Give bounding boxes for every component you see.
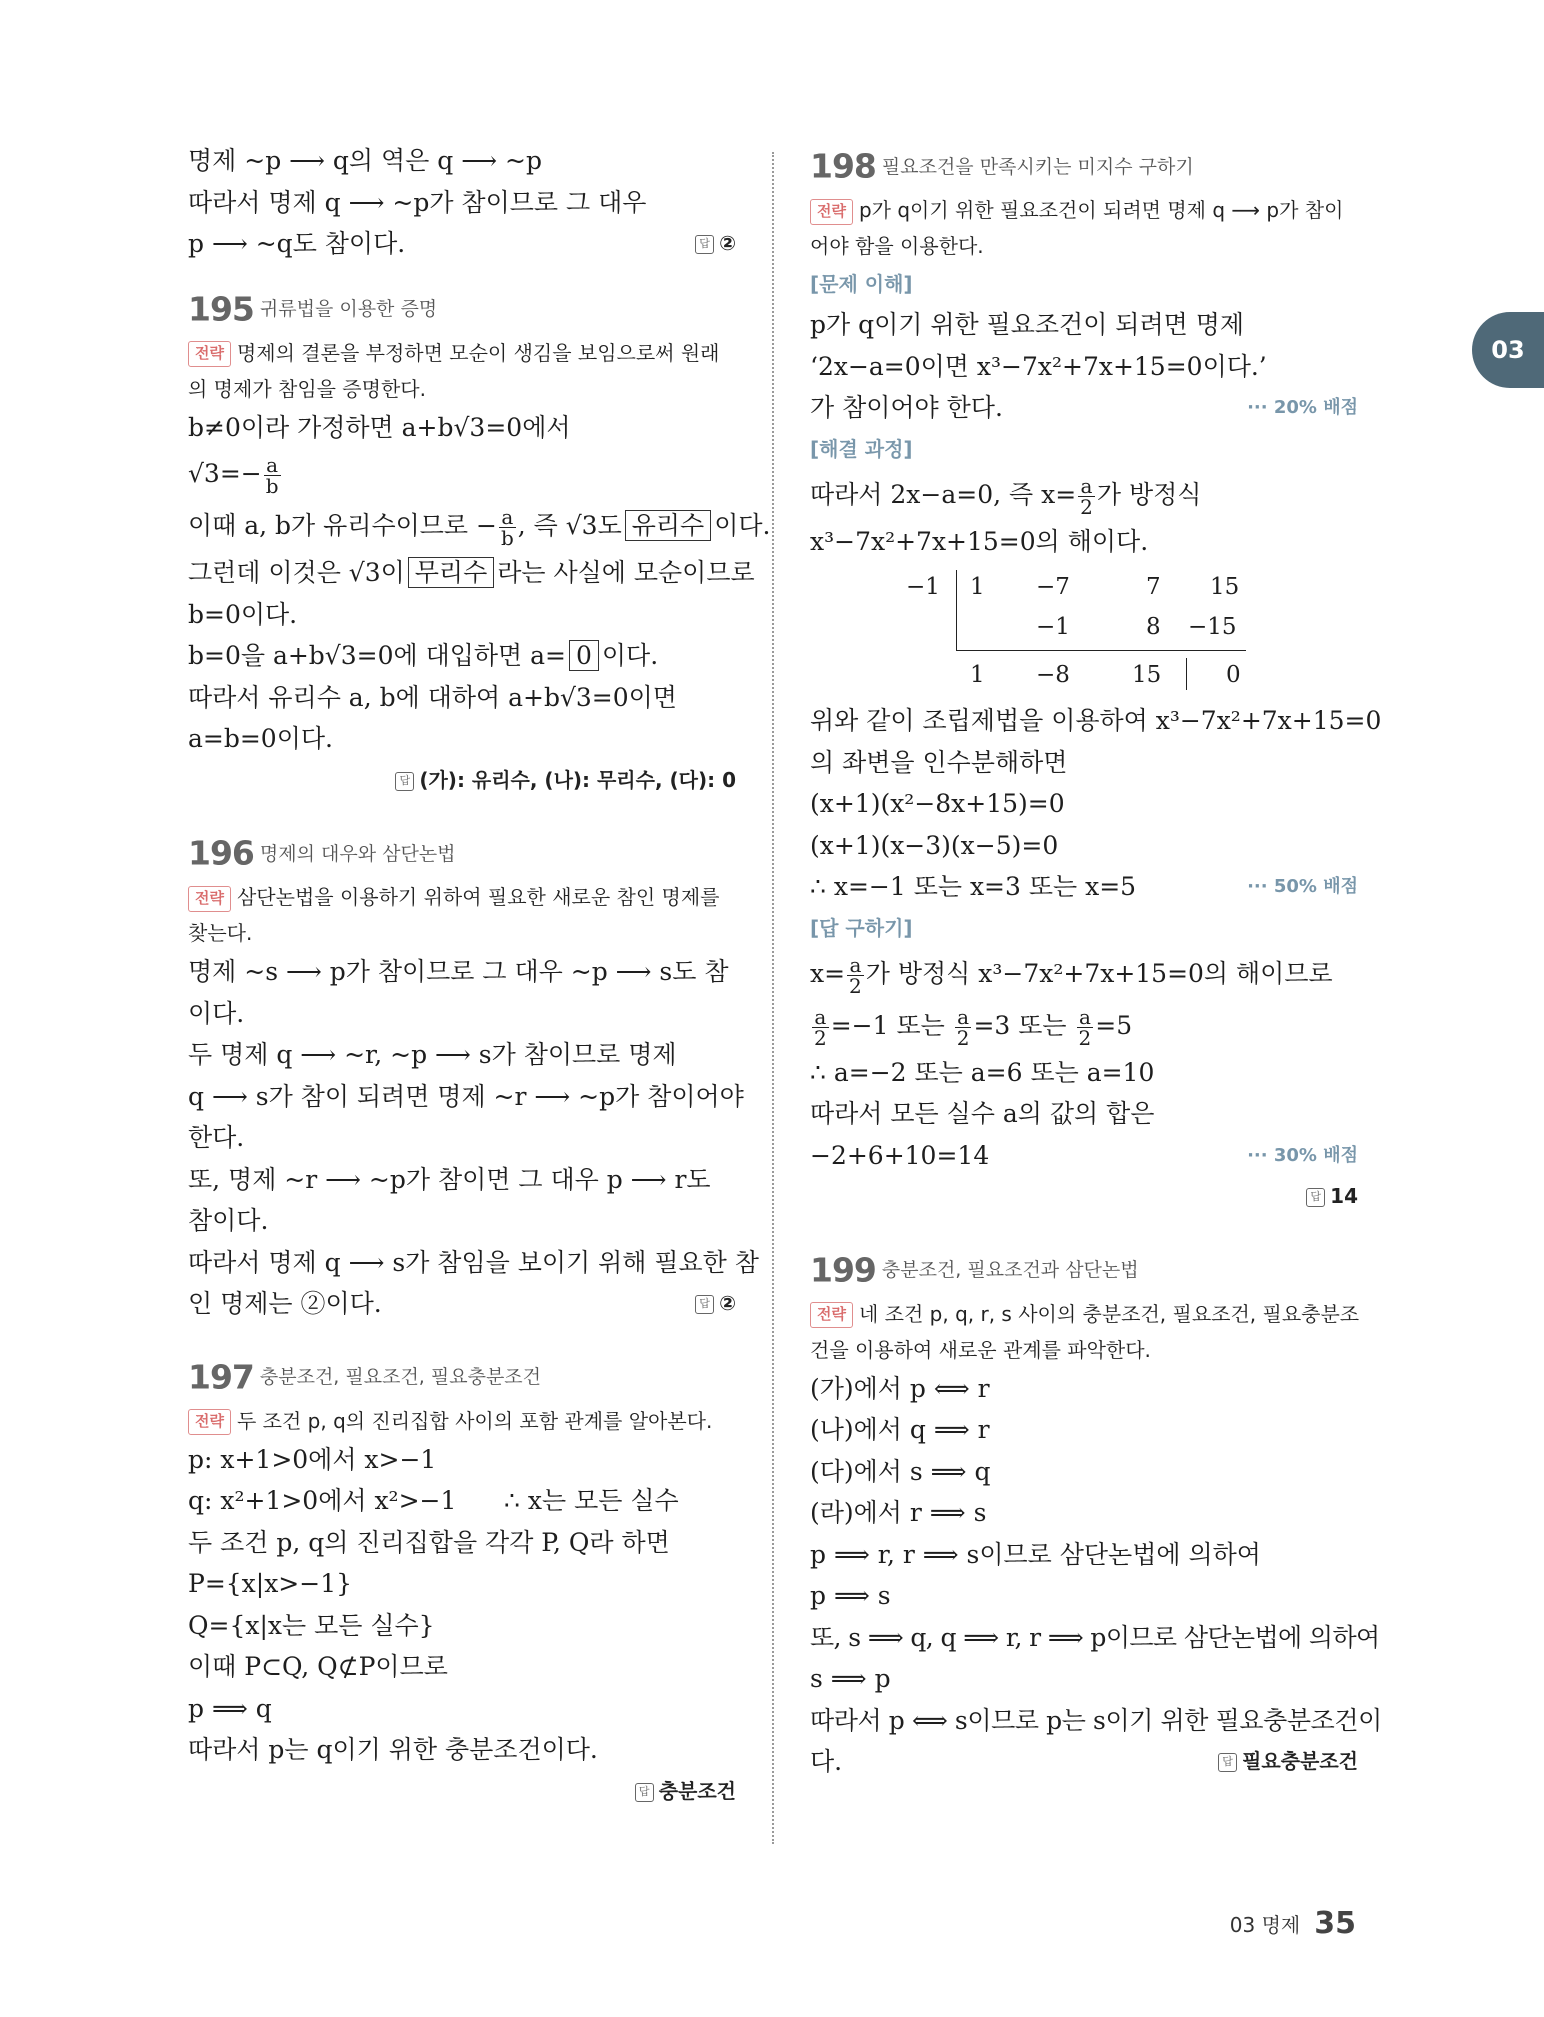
text-line: 이때 a, b가 유리수이므로 − $\frac{a}{b}$ , 즉 √3도 유리수 이다. <box>188 505 771 550</box>
subheading: [답 구하기] <box>810 915 913 940</box>
text-line: 따라서 p ⟺ s이므로 p는 s이기 위한 필요충분조건이 <box>810 1705 1382 1735</box>
text-line: s ⟹ p <box>810 1664 891 1693</box>
text-line: (x+1)(x²−8x+15)=0 <box>810 789 1065 818</box>
text-line: p가 q이기 위한 필요조건이 되려면 명제 <box>810 310 1244 339</box>
left-column <box>188 140 771 1812</box>
text-line: P={x|x>−1} <box>188 1569 353 1598</box>
text-line: 명제 ~s ⟶ p가 참이므로 그 대우 ~p ⟶ s도 참 <box>188 957 729 986</box>
strategy-badge: 전략 <box>188 886 231 912</box>
fraction: $\frac{a}{2}$ <box>1078 1004 1092 1050</box>
section-header-197: 197 충분조건, 필요조건, 필요충분조건 <box>188 1357 542 1396</box>
text-line: x= $\frac{a}{2}$ 가 방정식 x³−7x²+7x+15=0의 해이므로 <box>810 952 1333 998</box>
synth-cell: 15 <box>1132 662 1162 688</box>
answer-line <box>188 1771 736 1813</box>
text-line: 위와 같이 조립제법을 이용하여 x³−7x²+7x+15=0 <box>810 706 1382 735</box>
answer-marker: 답 14 <box>1306 1176 1358 1218</box>
blank-box: 유리수 <box>625 510 711 541</box>
synth-cell: 0 <box>1226 662 1241 688</box>
strategy-badge: 전략 <box>188 341 231 367</box>
strategy-line: 전략 두 조건 p, q의 진리집합 사이의 포함 관계를 알아본다. <box>188 1403 736 1439</box>
section-header-198: 198 필요조건을 만족시키는 미지수 구하기 <box>810 146 1194 186</box>
text-line: 또, 명제 ~r ⟶ ~p가 참이면 그 대우 p ⟶ r도 <box>188 1164 711 1194</box>
text-line: 참이다. <box>188 1206 269 1235</box>
section-header-195: 195 귀류법을 이용한 증명 <box>188 289 438 328</box>
answer-icon: 답 <box>395 772 414 791</box>
answer-marker: 답 ② <box>695 1283 736 1325</box>
text-line: −2+6+10=14 ··· 30% 배점 <box>810 1135 1358 1177</box>
text-line: 인 명제는 ②이다. 답 ② <box>188 1283 736 1325</box>
text-line: 이다. <box>188 998 245 1028</box>
answer-marker: 답 (가): 유리수, (나): 무리수, (다): 0 <box>395 760 736 802</box>
text-line: (라)에서 r ⟹ s <box>810 1498 987 1527</box>
section-header-196: 196 명제의 대우와 삼단논법 <box>188 833 456 873</box>
text-line: 따라서 p는 q이기 위한 충분조건이다. <box>188 1735 598 1764</box>
text-line: 따라서 2x−a=0, 즉 x= $\frac{a}{2}$ 가 방정식 <box>810 473 1202 519</box>
synth-cell: 7 <box>1146 574 1161 600</box>
text-line: ‘2x−a=0이면 x³−7x²+7x+15=0이다.’ <box>810 351 1267 381</box>
text-line: (다)에서 s ⟹ q <box>810 1456 991 1486</box>
text-line: 따라서 명제 q ⟶ ~p가 참이므로 그 대우 <box>188 187 647 217</box>
strategy-line: 전략 p가 q이기 위한 필요조건이 되려면 명제 q ⟶ p가 참이 <box>810 192 1358 228</box>
text-line: 이때 P⊂Q, Q⊄P이므로 <box>188 1652 448 1681</box>
text-line: 또, s ⟹ q, q ⟹ r, r ⟹ p이므로 삼단논법에 의하여 <box>810 1622 1380 1652</box>
answer-icon: 답 <box>695 235 714 254</box>
answer-line <box>188 760 736 802</box>
answer-line <box>810 1176 1358 1218</box>
text-line: 의 좌변을 인수분해하면 <box>810 747 1068 777</box>
text-line: 따라서 모든 실수 a의 값의 합은 <box>810 1099 1155 1128</box>
text-line: p: x+1>0에서 x>−1 <box>188 1444 437 1474</box>
answer-icon: 답 <box>1218 1753 1237 1772</box>
fraction: $\frac{a}{2}$ <box>814 1004 827 1050</box>
text-line: 가 참이어야 한다. ··· 20% 배점 <box>810 387 1358 429</box>
text-line: a=b=0이다. <box>188 724 333 753</box>
score-note: ··· 50% 배점 <box>1247 876 1358 897</box>
text-line: $\frac{a}{2}$ =−1 또는 $\frac{a}{2}$ =3 또는 $\frac{a}{2}$ =5 <box>814 1004 1133 1050</box>
strategy-badge: 전략 <box>188 1409 231 1435</box>
synthetic-division <box>810 566 1358 694</box>
text-line: 그런데 이것은 √3이 무리수 라는 사실에 모순이므로 <box>188 558 755 587</box>
text-line: q: x²+1>0에서 x²>−1 ∴ x는 모든 실수 <box>188 1486 679 1515</box>
synth-cell: 1 <box>970 662 985 688</box>
score-note: ··· 30% 배점 <box>1247 1144 1358 1166</box>
text-line: √3=− $\frac{a}{b}$ <box>188 453 279 498</box>
column-divider <box>772 152 774 1844</box>
text-line: 따라서 명제 q ⟶ s가 참임을 보이기 위해 필요한 참 <box>188 1247 759 1277</box>
synth-cell: 1 <box>970 574 985 600</box>
text-line: b=0이다. <box>188 599 298 629</box>
right-column <box>810 140 1382 1783</box>
synth-cell: −8 <box>1036 662 1070 688</box>
text-line: 한다. <box>188 1123 245 1152</box>
chapter-tab: 03 <box>1472 312 1544 388</box>
text-line: p ⟹ s <box>810 1581 891 1610</box>
synth-root: −1 <box>906 574 940 600</box>
chapter-label: 03 명제 <box>1229 1913 1301 1937</box>
synth-cell: 15 <box>1210 574 1240 600</box>
synth-hline <box>956 650 1246 651</box>
strategy-line: 어야 함을 이용한다. <box>810 234 984 258</box>
strategy-badge: 전략 <box>810 1302 853 1328</box>
subheading: [문제 이해] <box>810 272 913 296</box>
strategy-line: 전략 네 조건 p, q, r, s 사이의 충분조건, 필요조건, 필요충분조 <box>810 1296 1358 1332</box>
answer-marker: 답 필요충분조건 <box>1218 1741 1358 1783</box>
answer-icon: 답 <box>695 1295 714 1314</box>
fraction: $\frac{a}{2}$ <box>956 1004 970 1050</box>
text-line: 따라서 유리수 a, b에 대하여 a+b√3=0이면 <box>188 682 677 712</box>
text-line: b=0을 a+b√3=0에 대입하면 a= 0 이다. <box>188 641 659 670</box>
subheading: [해결 과정] <box>810 436 913 461</box>
fraction: $\frac{a}{2}$ <box>1080 473 1093 519</box>
strategy-line: 의 명제가 참임을 증명한다. <box>188 376 426 401</box>
synth-cell: −1 <box>1036 614 1070 640</box>
answer-marker: 답 충분조건 <box>635 1771 736 1813</box>
text-line: p ⟹ q <box>188 1693 272 1723</box>
page-number: 35 <box>1314 1906 1356 1941</box>
text-line: p ⟶ ~q도 참이다. 답 ② <box>188 223 736 265</box>
text-line: ∴ a=−2 또는 a=6 또는 a=10 <box>810 1057 1155 1087</box>
answer-marker: 답 ② <box>695 223 736 265</box>
text-line: ∴ x=−1 또는 x=3 또는 x=5 ··· 50% 배점 <box>810 866 1358 908</box>
fraction: $\frac{a}{2}$ <box>849 952 862 998</box>
text-line: 두 명제 q ⟶ ~r, ~p ⟶ s가 참이므로 명제 <box>188 1040 677 1069</box>
synth-cell: −7 <box>1036 574 1070 600</box>
score-note: ··· 20% 배점 <box>1247 397 1358 418</box>
text-line: Q={x|x는 모든 실수} <box>188 1610 435 1640</box>
text-line: 두 조건 p, q의 진리집합을 각각 P, Q라 하면 <box>188 1527 670 1557</box>
text-line: (x+1)(x−3)(x−5)=0 <box>810 830 1059 860</box>
strategy-line: 전략 삼단논법을 이용하기 위하여 필요한 새로운 참인 명제를 <box>188 879 736 915</box>
strategy-badge: 전략 <box>810 199 853 225</box>
text-line: q ⟶ s가 참이 되려면 명제 ~r ⟶ ~p가 참이어야 <box>188 1081 744 1111</box>
fraction: $\frac{a}{b}$ <box>500 505 514 550</box>
strategy-line: 전략 명제의 결론을 부정하면 모순이 생김을 보임으로써 원래 <box>188 335 736 371</box>
strategy-line: 건을 이용하여 새로운 관계를 파악한다. <box>810 1337 1151 1362</box>
section-header-199: 199 충분조건, 필요조건과 삼단논법 <box>810 1250 1139 1289</box>
text-line: 명제 ~p ⟶ q의 역은 q ⟶ ~p <box>188 146 542 175</box>
blank-box: 무리수 <box>408 557 494 588</box>
answer-icon: 답 <box>1306 1188 1325 1207</box>
text-line: p ⟹ r, r ⟹ s이므로 삼단논법에 의하여 <box>810 1539 1261 1569</box>
synth-vline <box>956 570 957 650</box>
page-footer <box>1230 1906 1356 1941</box>
fraction: $\frac{a}{b}$ <box>265 453 279 498</box>
strategy-line: 찾는다. <box>188 921 253 945</box>
text-line: x³−7x²+7x+15=0의 해이다. <box>810 526 1149 556</box>
text-line: (나)에서 q ⟹ r <box>810 1415 990 1444</box>
text-line: b≠0이라 가정하면 a+b√3=0에서 <box>188 412 571 442</box>
synth-cell: −15 <box>1188 614 1237 640</box>
synth-cell: 8 <box>1146 614 1161 640</box>
answer-icon: 답 <box>635 1783 654 1802</box>
synth-remainder-vline <box>1186 658 1187 690</box>
blank-box: 0 <box>569 640 599 671</box>
text-line: 다. 답 필요충분조건 <box>810 1741 1358 1783</box>
text-line: (가)에서 p ⟺ r <box>810 1373 990 1403</box>
